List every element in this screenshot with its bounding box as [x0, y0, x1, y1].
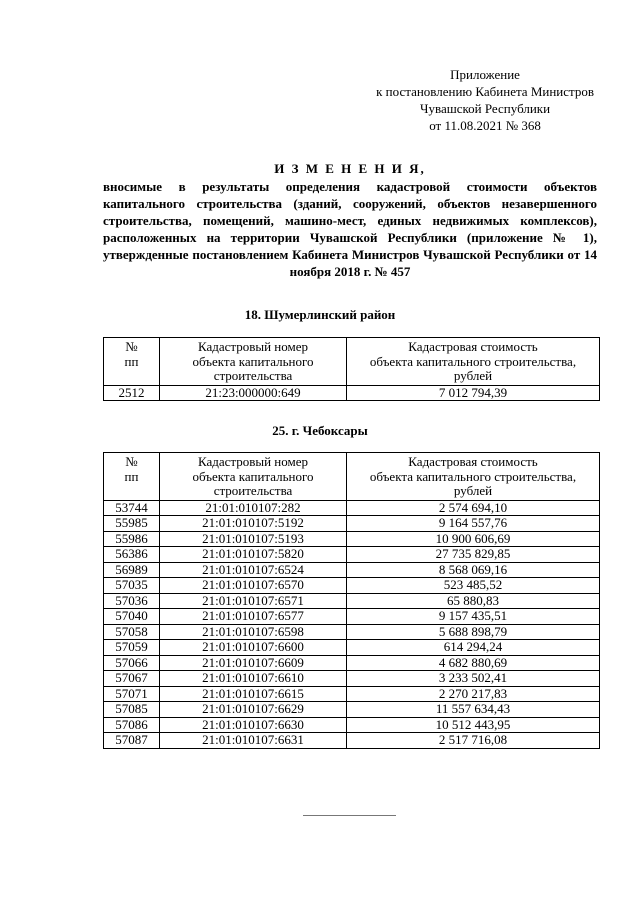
row-number-cell: 57066 [104, 655, 160, 671]
cadastral-table [103, 452, 600, 749]
document-title: И З М Е Н Е Н И Я, [274, 161, 426, 176]
cadastral-number-cell: 21:01:010107:6615 [160, 686, 347, 702]
row-number-cell: 57040 [104, 609, 160, 625]
appendix-line: Чувашской Республики [420, 101, 551, 116]
footer-divider [303, 815, 396, 816]
row-number-cell: 2512 [104, 385, 160, 401]
table-row [104, 671, 600, 687]
cadastral-number-cell: 21:01:010107:5820 [160, 547, 347, 563]
cadastral-number-cell: 21:01:010107:6631 [160, 733, 347, 749]
cadastral-number-cell: 21:01:010107:6609 [160, 655, 347, 671]
cadastral-value-cell: 9 164 557,76 [347, 516, 600, 532]
appendix-line: Приложение [450, 67, 520, 82]
cadastral-value-cell: 7 012 794,39 [347, 385, 600, 401]
header-cadastral-number: Кадастровый номер объекта капитального строительства [160, 453, 347, 501]
table-header-row [104, 453, 600, 501]
cadastral-value-cell: 3 233 502,41 [347, 671, 600, 687]
cadastral-value-cell: 5 688 898,79 [347, 624, 600, 640]
appendix-line: к постановлению Кабинета Министров [376, 84, 594, 99]
cadastral-value-cell: 2 574 694,10 [347, 500, 600, 516]
cadastral-value-cell: 4 682 880,69 [347, 655, 600, 671]
appendix-line: от 11.08.2021 № 368 [429, 118, 541, 133]
row-number-cell: 56989 [104, 562, 160, 578]
table-row [104, 655, 600, 671]
cadastral-number-cell: 21:01:010107:6570 [160, 578, 347, 594]
cadastral-number-cell: 21:01:010107:6610 [160, 671, 347, 687]
section-title: 18. Шумерлинский район [244, 307, 396, 322]
cadastral-value-cell: 8 568 069,16 [347, 562, 600, 578]
cadastral-table [103, 337, 600, 401]
cadastral-number-cell: 21:01:010107:6524 [160, 562, 347, 578]
document-subtitle: вносимые в результаты определения кадастровой стоимости объектов капитального строительства (зданий, сооружений, объектов незавершенного строительства, помещений, машино-мест, единых недвижимых комплексов), расположенных на территории Чувашской Республики (приложение № 1), утвержденные постановлением Кабинета Министров Чувашской Республики от 14 ноября 2018 г. № 457 [103, 179, 597, 279]
header-number: № пп [104, 338, 160, 386]
table-body [104, 385, 600, 401]
cadastral-number-cell: 21:01:010107:6577 [160, 609, 347, 625]
cadastral-number-cell: 21:01:010107:6571 [160, 593, 347, 609]
cadastral-value-cell: 2 270 217,83 [347, 686, 600, 702]
cadastral-number-cell: 21:01:010107:282 [160, 500, 347, 516]
table-row [104, 609, 600, 625]
document-heading [103, 160, 597, 280]
table-row [104, 516, 600, 532]
row-number-cell: 55986 [104, 531, 160, 547]
table-row [104, 702, 600, 718]
table-row [104, 578, 600, 594]
cadastral-number-cell: 21:01:010107:6598 [160, 624, 347, 640]
table-row [104, 640, 600, 656]
row-number-cell: 57059 [104, 640, 160, 656]
cadastral-value-cell: 11 557 634,43 [347, 702, 600, 718]
row-number-cell: 55985 [104, 516, 160, 532]
section-title: 25. г. Чебоксары [272, 423, 368, 438]
table-row [104, 562, 600, 578]
cadastral-number-cell: 21:01:010107:6600 [160, 640, 347, 656]
table-row [104, 547, 600, 563]
header-cadastral-value: Кадастровая стоимость объекта капитального строительства, рублей [347, 453, 600, 501]
row-number-cell: 57035 [104, 578, 160, 594]
table-row [104, 500, 600, 516]
row-number-cell: 57086 [104, 717, 160, 733]
cadastral-value-cell: 2 517 716,08 [347, 733, 600, 749]
cadastral-number-cell: 21:23:000000:649 [160, 385, 347, 401]
table-body [104, 500, 600, 748]
header-cadastral-value: Кадастровая стоимость объекта капитального строительства, рублей [347, 338, 600, 386]
table-row [104, 531, 600, 547]
row-number-cell: 57036 [104, 593, 160, 609]
cadastral-number-cell: 21:01:010107:5193 [160, 531, 347, 547]
table-row [104, 385, 600, 401]
cadastral-value-cell: 523 485,52 [347, 578, 600, 594]
cadastral-number-cell: 21:01:010107:6629 [160, 702, 347, 718]
cadastral-value-cell: 614 294,24 [347, 640, 600, 656]
cadastral-number-cell: 21:01:010107:5192 [160, 516, 347, 532]
cadastral-value-cell: 65 880,83 [347, 593, 600, 609]
row-number-cell: 53744 [104, 500, 160, 516]
row-number-cell: 57087 [104, 733, 160, 749]
cadastral-value-cell: 10 900 606,69 [347, 531, 600, 547]
row-number-cell: 57085 [104, 702, 160, 718]
table-row [104, 624, 600, 640]
header-number: № пп [104, 453, 160, 501]
cadastral-number-cell: 21:01:010107:6630 [160, 717, 347, 733]
table-row [104, 686, 600, 702]
table-row [104, 733, 600, 749]
table-row [104, 593, 600, 609]
row-number-cell: 57058 [104, 624, 160, 640]
row-number-cell: 57071 [104, 686, 160, 702]
row-number-cell: 56386 [104, 547, 160, 563]
header-cadastral-number: Кадастровый номер объекта капитального строительства [160, 338, 347, 386]
table-row [104, 717, 600, 733]
cadastral-value-cell: 9 157 435,51 [347, 609, 600, 625]
appendix-block [376, 66, 594, 134]
cadastral-value-cell: 10 512 443,95 [347, 717, 600, 733]
row-number-cell: 57067 [104, 671, 160, 687]
cadastral-value-cell: 27 735 829,85 [347, 547, 600, 563]
table-header-row [104, 338, 600, 386]
